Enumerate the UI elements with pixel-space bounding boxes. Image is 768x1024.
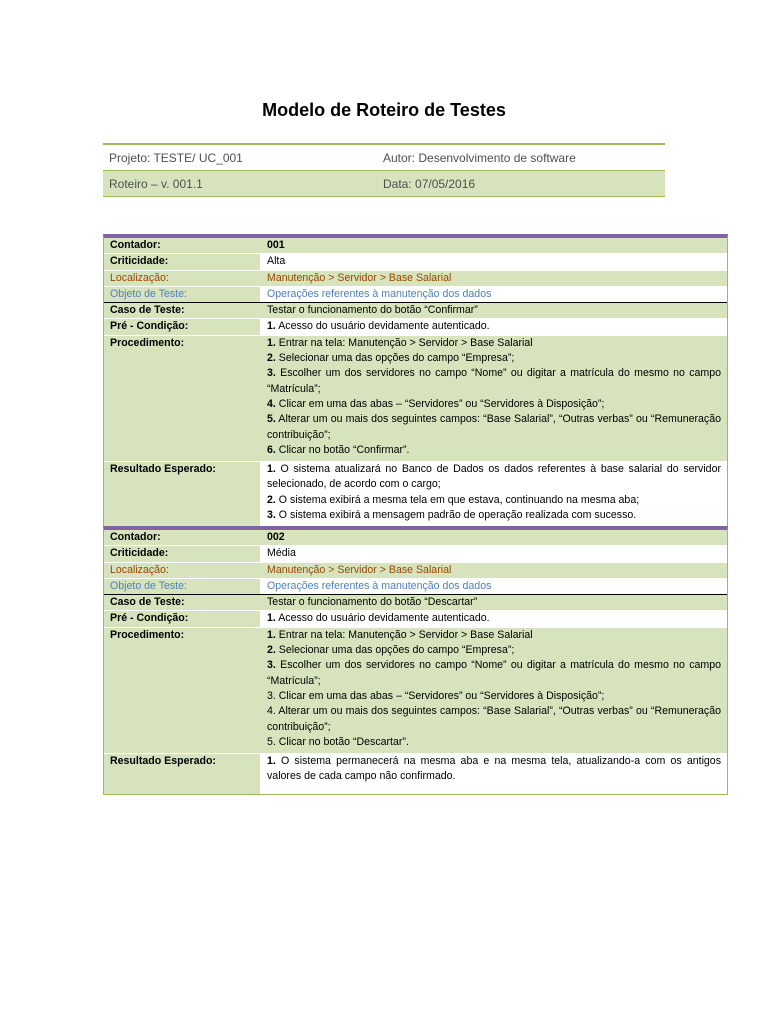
- list-item-text: Selecionar uma das opções do campo “Empresa”;: [275, 644, 515, 657]
- list-item-number: 2.: [267, 644, 276, 657]
- list-item: [267, 611, 721, 626]
- list-item-number: 3.: [267, 659, 276, 672]
- label-resultado: Resultado Esperado:: [104, 754, 260, 794]
- list-item: [267, 643, 721, 658]
- row-resultado: [104, 462, 727, 526]
- list-item-number: 1.: [267, 628, 276, 641]
- value-localizacao: Manutenção > Servidor > Base Salarial: [260, 271, 727, 286]
- label-criticidade: Criticidade:: [104, 546, 260, 561]
- value-contador: 002: [260, 530, 727, 545]
- label-pre: Pré - Condição:: [104, 319, 260, 334]
- list-item-text: 3. Clicar em uma das abas – “Servidores” ou “Servidores à Disposição”;: [267, 689, 605, 702]
- value-criticidade: Média: [260, 546, 727, 561]
- row-procedimento: [104, 336, 727, 462]
- list-item-text: Clicar no botão “Confirmar”.: [275, 443, 410, 456]
- list-item-text: O sistema exibirá a mensagem padrão de operação realizada com sucesso.: [275, 509, 637, 522]
- list-item: [267, 628, 721, 643]
- list-item: [267, 689, 721, 704]
- list-item-text: O sistema atualizará no Banco de Dados os dados referentes à base salarial do servidor selecionado, de acordo com o cargo;: [267, 463, 721, 491]
- list-item-number: 3.: [267, 367, 276, 380]
- row-objeto: [104, 579, 727, 595]
- list-item-text: Alterar um ou mais dos seguintes campos: “Base Salarial”, “Outras verbas” ou “Remuneração contribuição”;: [267, 413, 721, 441]
- row-contador: [104, 530, 727, 546]
- row-caso: [104, 303, 727, 319]
- list-item-text: Selecionar uma das opções do campo “Empresa”;: [275, 352, 515, 365]
- header-row-2: [103, 171, 665, 196]
- label-procedimento: Procedimento:: [104, 628, 260, 753]
- row-localizacao: [104, 563, 727, 579]
- list-item: [267, 443, 721, 458]
- list-item-number: 1.: [267, 320, 276, 333]
- list-item-number: 1.: [267, 463, 276, 476]
- list-item: [267, 397, 721, 412]
- list-item-text: O sistema permanecerá na mesma aba e na mesma tela, atualizando-a com os antigos valores de cada campo não confirmado.: [267, 755, 721, 783]
- list-item: [267, 704, 721, 735]
- list-item-text: Acesso do usuário devidamente autenticado.: [275, 612, 490, 625]
- label-criticidade: Criticidade:: [104, 254, 260, 269]
- list-item-text: Acesso do usuário devidamente autenticado.: [275, 320, 490, 333]
- list-item-text: Entrar na tela: Manutenção > Servidor > Base Salarial: [275, 336, 533, 349]
- list-item: [267, 493, 721, 508]
- data-cell: Data: 07/05/2016: [383, 176, 476, 191]
- list-item: [267, 336, 721, 351]
- list-item-number: 2.: [267, 493, 276, 506]
- list-item: [267, 351, 721, 366]
- row-contador: [104, 238, 727, 254]
- list-item-number: 5.: [267, 413, 276, 426]
- row-pre: [104, 319, 727, 335]
- label-contador: Contador:: [104, 530, 260, 545]
- list-item-text: Clicar em uma das abas – “Servidores” ou “Servidores à Disposição”;: [275, 397, 605, 410]
- list-item-text: Entrar na tela: Manutenção > Servidor > Base Salarial: [275, 628, 533, 641]
- label-objeto: Objeto de Teste:: [104, 287, 260, 302]
- value-objeto: Operações referentes à manutenção dos dados: [260, 287, 727, 302]
- label-resultado: Resultado Esperado:: [104, 462, 260, 526]
- list-item-number: 3.: [267, 509, 276, 522]
- header-row-1: [103, 145, 665, 171]
- value-caso: Testar o funcionamento do botão “Confirmar”: [260, 303, 727, 318]
- value-procedimento: [260, 628, 727, 753]
- projeto-cell: Projeto: TESTE/ UC_001: [109, 150, 243, 165]
- header-table: [103, 143, 665, 197]
- value-resultado: [260, 462, 727, 526]
- label-procedimento: Procedimento:: [104, 336, 260, 461]
- autor-cell: Autor: Desenvolvimento de software: [383, 150, 576, 165]
- label-caso: Caso de Teste:: [104, 595, 260, 610]
- row-pre: [104, 611, 727, 627]
- row-resultado: [104, 754, 727, 794]
- list-item: [267, 735, 721, 750]
- value-criticidade: Alta: [260, 254, 727, 269]
- list-item: [267, 508, 721, 523]
- label-objeto: Objeto de Teste:: [104, 579, 260, 594]
- row-criticidade: [104, 254, 727, 270]
- list-item-number: 4.: [267, 397, 276, 410]
- value-localizacao: Manutenção > Servidor > Base Salarial: [260, 563, 727, 578]
- row-localizacao: [104, 271, 727, 287]
- roteiro-cell: Roteiro – v. 001.1: [109, 176, 203, 191]
- label-contador: Contador:: [104, 238, 260, 253]
- list-item-text: 4. Alterar um ou mais dos seguintes campos: “Base Salarial”, “Outras verbas” ou “Remuneração contribuição”;: [267, 705, 721, 733]
- row-caso: [104, 595, 727, 611]
- page-title: Modelo de Roteiro de Testes: [262, 100, 506, 120]
- row-criticidade: [104, 546, 727, 562]
- list-item-text: Escolher um dos servidores no campo “Nome” ou digitar a matrícula do mesmo no campo “Matrícula”;: [267, 367, 721, 395]
- list-item: [267, 658, 721, 689]
- test-case-table-1: [103, 234, 728, 527]
- row-objeto: [104, 287, 727, 303]
- list-item-number: 6.: [267, 443, 276, 456]
- list-item: [267, 754, 721, 785]
- label-localizacao: Localização:: [104, 271, 260, 286]
- value-procedimento: [260, 336, 727, 461]
- value-pre: [260, 611, 727, 626]
- list-item-text: 5. Clicar no botão “Descartar”.: [267, 735, 409, 748]
- value-caso: Testar o funcionamento do botão “Descartar”: [260, 595, 727, 610]
- list-item: [267, 462, 721, 493]
- label-pre: Pré - Condição:: [104, 611, 260, 626]
- list-item-number: 1.: [267, 755, 276, 768]
- list-item-text: Escolher um dos servidores no campo “Nome” ou digitar a matrícula do mesmo no campo “Matrícula”;: [267, 659, 721, 687]
- label-caso: Caso de Teste:: [104, 303, 260, 318]
- value-resultado: [260, 754, 727, 794]
- value-pre: [260, 319, 727, 334]
- list-item: [267, 412, 721, 443]
- value-objeto: Operações referentes à manutenção dos dados: [260, 579, 727, 594]
- list-item-number: 1.: [267, 612, 276, 625]
- list-item: [267, 319, 721, 334]
- list-item-number: 2.: [267, 352, 276, 365]
- list-item: [267, 366, 721, 397]
- row-procedimento: [104, 628, 727, 754]
- list-item-text: O sistema exibirá a mesma tela em que estava, continuando na mesma aba;: [275, 493, 640, 506]
- label-localizacao: Localização:: [104, 563, 260, 578]
- test-case-table-2: [103, 526, 728, 795]
- list-item-number: 1.: [267, 336, 276, 349]
- value-contador: 001: [260, 238, 727, 253]
